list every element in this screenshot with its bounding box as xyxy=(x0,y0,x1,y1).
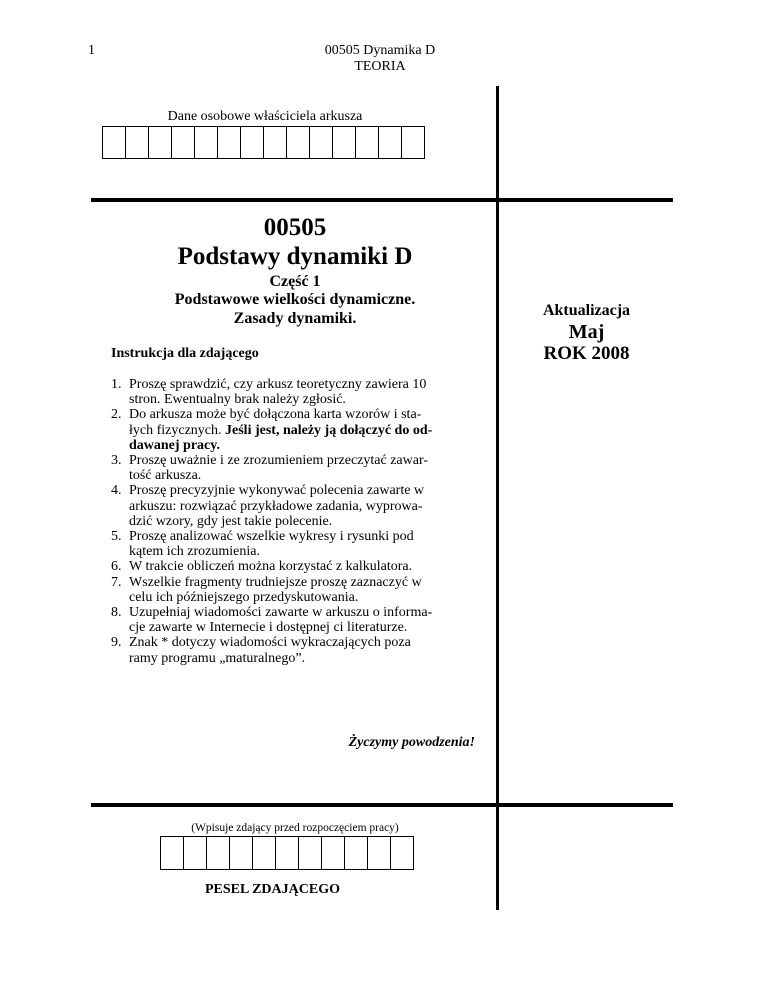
vertical-divider xyxy=(496,86,499,910)
pesel-digit-box[interactable] xyxy=(276,836,299,870)
owner-data-box[interactable] xyxy=(218,126,241,159)
instruction-text xyxy=(129,483,486,529)
owner-data-box[interactable] xyxy=(310,126,333,159)
pesel-digit-box[interactable] xyxy=(253,836,276,870)
instruction-text-plain: Proszę sprawdzić, czy arkusz teoretyczny zawiera 10 stron. Ewentualny brak należy zgłosić. xyxy=(129,377,427,408)
instruction-number: 4. xyxy=(111,483,122,499)
instruction-text xyxy=(129,605,486,635)
instruction-text xyxy=(129,529,486,559)
owner-data-label: Dane osobowe właściciela arkusza xyxy=(167,109,363,124)
owner-data-box[interactable] xyxy=(356,126,379,159)
sheet-title: Podstawy dynamiki D xyxy=(177,243,413,270)
instruction-item xyxy=(111,453,486,483)
owner-data-box[interactable] xyxy=(103,126,126,159)
instruction-number: 9. xyxy=(111,635,122,651)
instruction-number: 1. xyxy=(111,377,122,392)
update-label: Aktualizacja xyxy=(542,302,631,319)
header-title xyxy=(250,43,510,75)
instruction-text-plain: Proszę precyzyjnie wykonywać polecenia zawarte w arkuszu: rozwiązać przykładowe zadania, wyprowa- dzić wzory, gdy jest takie polecenie. xyxy=(129,483,425,529)
sheet-part: Część 1 xyxy=(269,273,321,290)
pesel-label: PESEL ZDAJĄCEGO xyxy=(205,882,340,897)
instruction-item xyxy=(111,559,486,574)
header-title-line2: TEORIA xyxy=(354,59,406,74)
pesel-digit-box[interactable] xyxy=(161,836,184,870)
instruction-text xyxy=(129,377,486,407)
sheet-subtitle-2: Zasady dynamiki. xyxy=(233,310,357,327)
pesel-digit-box[interactable] xyxy=(299,836,322,870)
instruction-number: 3. xyxy=(111,453,122,469)
owner-data-box[interactable] xyxy=(172,126,195,159)
instruction-text xyxy=(129,453,486,483)
instruction-text xyxy=(129,575,486,605)
instruction-number: 7. xyxy=(111,574,122,590)
pesel-digit-box[interactable] xyxy=(345,836,368,870)
top-divider xyxy=(91,198,673,202)
instruction-text xyxy=(129,635,486,665)
instructions-heading: Instrukcja dla zdającego xyxy=(111,346,259,361)
owner-data-boxes[interactable] xyxy=(102,126,425,159)
instruction-text-plain: Proszę uważnie i ze zrozumieniem przeczytać zawar- tość arkusza. xyxy=(129,453,428,484)
pesel-digit-box[interactable] xyxy=(322,836,345,870)
pesel-digit-box[interactable] xyxy=(230,836,253,870)
owner-data-box[interactable] xyxy=(149,126,172,159)
instruction-number: 6. xyxy=(111,559,122,575)
pesel-boxes[interactable] xyxy=(160,836,414,870)
pesel-digit-box[interactable] xyxy=(368,836,391,870)
owner-data-box[interactable] xyxy=(402,126,425,159)
bottom-divider xyxy=(91,803,673,807)
pesel-digit-box[interactable] xyxy=(391,836,414,870)
owner-data-box[interactable] xyxy=(287,126,310,159)
owner-data-box[interactable] xyxy=(333,126,356,159)
closing-wish: Życzymy powodzenia! xyxy=(348,735,475,750)
instruction-item xyxy=(111,575,486,605)
instruction-item xyxy=(111,635,486,665)
owner-data-box[interactable] xyxy=(126,126,149,159)
instruction-text-plain: Proszę analizować wszelkie wykresy i rysunki pod kątem ich zrozumienia. xyxy=(129,529,414,560)
pesel-digit-box[interactable] xyxy=(207,836,230,870)
instruction-number: 8. xyxy=(111,605,122,621)
owner-data-box[interactable] xyxy=(379,126,402,159)
update-year: ROK 2008 xyxy=(543,343,630,364)
instruction-text-bold: Jeśli jest, należy ją dołączyć do od- dawanej pracy. xyxy=(129,422,433,453)
instruction-text-plain: Uzupełniaj wiadomości zawarte w arkuszu o informa- cje zawarte w Internecie i dostępnej ci literaturze. xyxy=(129,605,433,636)
pesel-note: (Wpisuje zdający przed rozpoczęciem pracy) xyxy=(191,822,399,834)
instruction-item xyxy=(111,605,486,635)
instruction-item xyxy=(111,407,486,453)
pesel-digit-box[interactable] xyxy=(184,836,207,870)
instructions-list xyxy=(111,377,486,666)
instruction-item xyxy=(111,377,486,407)
instruction-text-plain: Wszelkie fragmenty trudniejsze proszę zaznaczyć w celu ich późniejszego przedyskutowania. xyxy=(129,574,422,605)
page-number: 1 xyxy=(88,43,95,58)
owner-data-box[interactable] xyxy=(195,126,218,159)
sheet-code: 00505 xyxy=(263,214,327,241)
instruction-item xyxy=(111,529,486,559)
instruction-item xyxy=(111,483,486,529)
instruction-number: 5. xyxy=(111,529,122,545)
sheet-subtitle-1: Podstawowe wielkości dynamiczne. xyxy=(174,291,416,308)
update-month: Maj xyxy=(568,321,605,343)
instruction-text xyxy=(129,559,486,574)
owner-data-box[interactable] xyxy=(264,126,287,159)
header-title-line1: 00505 Dynamika D xyxy=(324,43,436,58)
instruction-text-plain: Do arkusza może być dołączona karta wzorów i sta- łych fizycznych. xyxy=(129,407,422,438)
owner-data-box[interactable] xyxy=(241,126,264,159)
instruction-text-plain: Znak * dotyczy wiadomości wykraczających poza ramy programu „maturalnego”. xyxy=(129,635,411,666)
instruction-text xyxy=(129,407,486,453)
instruction-text-plain: W trakcie obliczeń można korzystać z kalkulatora. xyxy=(129,559,413,575)
instruction-number: 2. xyxy=(111,407,122,423)
